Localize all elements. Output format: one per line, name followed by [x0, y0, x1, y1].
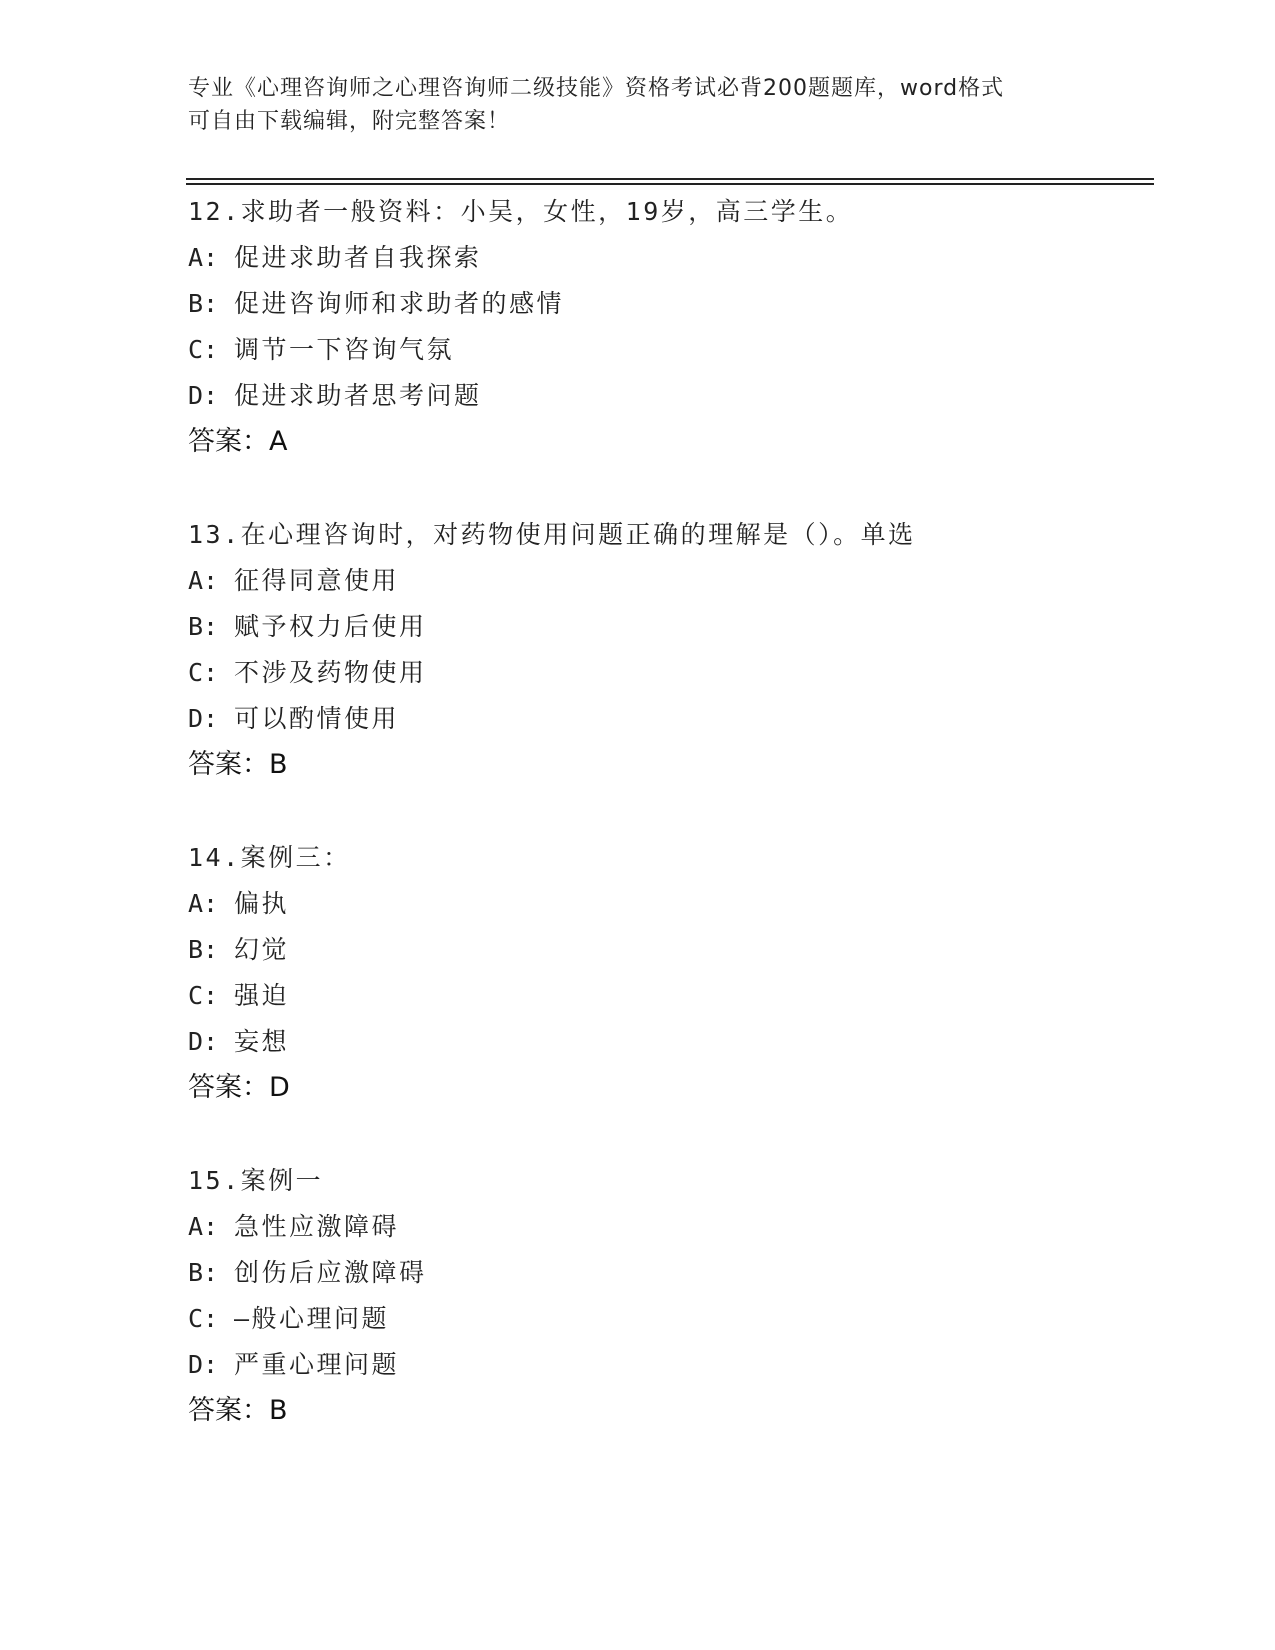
option-text: —般心理问题 [234, 1304, 390, 1333]
option-a [188, 1204, 1148, 1250]
option-key: C: [188, 981, 219, 1010]
option-text: 赋予权力后使用 [234, 612, 427, 641]
option-key: D: [188, 704, 219, 733]
option-key: D: [188, 1027, 219, 1056]
question-title: 14.案例三： [188, 843, 351, 872]
option-key: C: [188, 658, 219, 687]
header-line-2: 可自由下载编辑，附完整答案！ [188, 109, 511, 134]
option-text: 征得同意使用 [234, 566, 400, 595]
option-key: D: [188, 381, 219, 410]
option-b [188, 281, 1148, 327]
question-13 [188, 512, 1148, 788]
option-key: A: [188, 243, 219, 272]
option-key: C: [188, 1304, 219, 1333]
question-12 [188, 189, 1148, 465]
option-c [188, 327, 1148, 373]
option-a [188, 235, 1148, 281]
answer-label: 答案：B [188, 1395, 288, 1426]
option-key: B: [188, 612, 219, 641]
question-title: 12.求助者一般资料：小吴，女性，19岁，高三学生。 [188, 197, 854, 226]
option-b [188, 604, 1148, 650]
question-title: 15.案例一 [188, 1166, 324, 1195]
option-text: 促进咨询师和求助者的感情 [234, 289, 565, 318]
option-text: 创伤后应激障碍 [234, 1258, 427, 1287]
option-key: B: [188, 935, 219, 964]
header-divider-top [186, 178, 1154, 180]
option-text: 不涉及药物使用 [234, 658, 427, 687]
option-a [188, 558, 1148, 604]
option-d [188, 373, 1148, 419]
answer-label: 答案：D [188, 1072, 290, 1103]
question-14 [188, 835, 1148, 1111]
header-line-1: 专业《心理咨询师之心理咨询师二级技能》资格考试必背200题题库，word格式 [188, 76, 1005, 101]
option-d [188, 1019, 1148, 1065]
option-text: 可以酌情使用 [234, 704, 400, 733]
option-text: 调节一下咨询气氛 [234, 335, 455, 364]
option-text: 严重心理问题 [234, 1350, 400, 1379]
option-text: 促进求助者自我探索 [234, 243, 482, 272]
option-b [188, 1250, 1148, 1296]
option-key: A: [188, 1212, 219, 1241]
option-b [188, 927, 1148, 973]
header-divider-bottom [186, 183, 1154, 185]
option-key: D: [188, 1350, 219, 1379]
option-key: A: [188, 566, 219, 595]
option-text: 幻觉 [234, 935, 290, 964]
option-text: 促进求助者思考问题 [234, 381, 482, 410]
option-text: 妄想 [234, 1027, 290, 1056]
option-c [188, 650, 1148, 696]
option-key: C: [188, 335, 219, 364]
option-a [188, 881, 1148, 927]
question-list [188, 189, 1148, 1481]
option-key: B: [188, 289, 219, 318]
document-header [188, 72, 1088, 138]
option-c [188, 1296, 1148, 1342]
option-text: 急性应激障碍 [234, 1212, 400, 1241]
answer-label: 答案：A [188, 426, 288, 457]
question-15 [188, 1158, 1148, 1434]
question-title: 13.在心理咨询时，对药物使用问题正确的理解是（）。单选 [188, 520, 916, 549]
option-d [188, 696, 1148, 742]
option-key: A: [188, 889, 219, 918]
option-key: B: [188, 1258, 219, 1287]
answer-label: 答案：B [188, 749, 288, 780]
option-c [188, 973, 1148, 1019]
option-d [188, 1342, 1148, 1388]
option-text: 强迫 [234, 981, 290, 1010]
option-text: 偏执 [234, 889, 290, 918]
